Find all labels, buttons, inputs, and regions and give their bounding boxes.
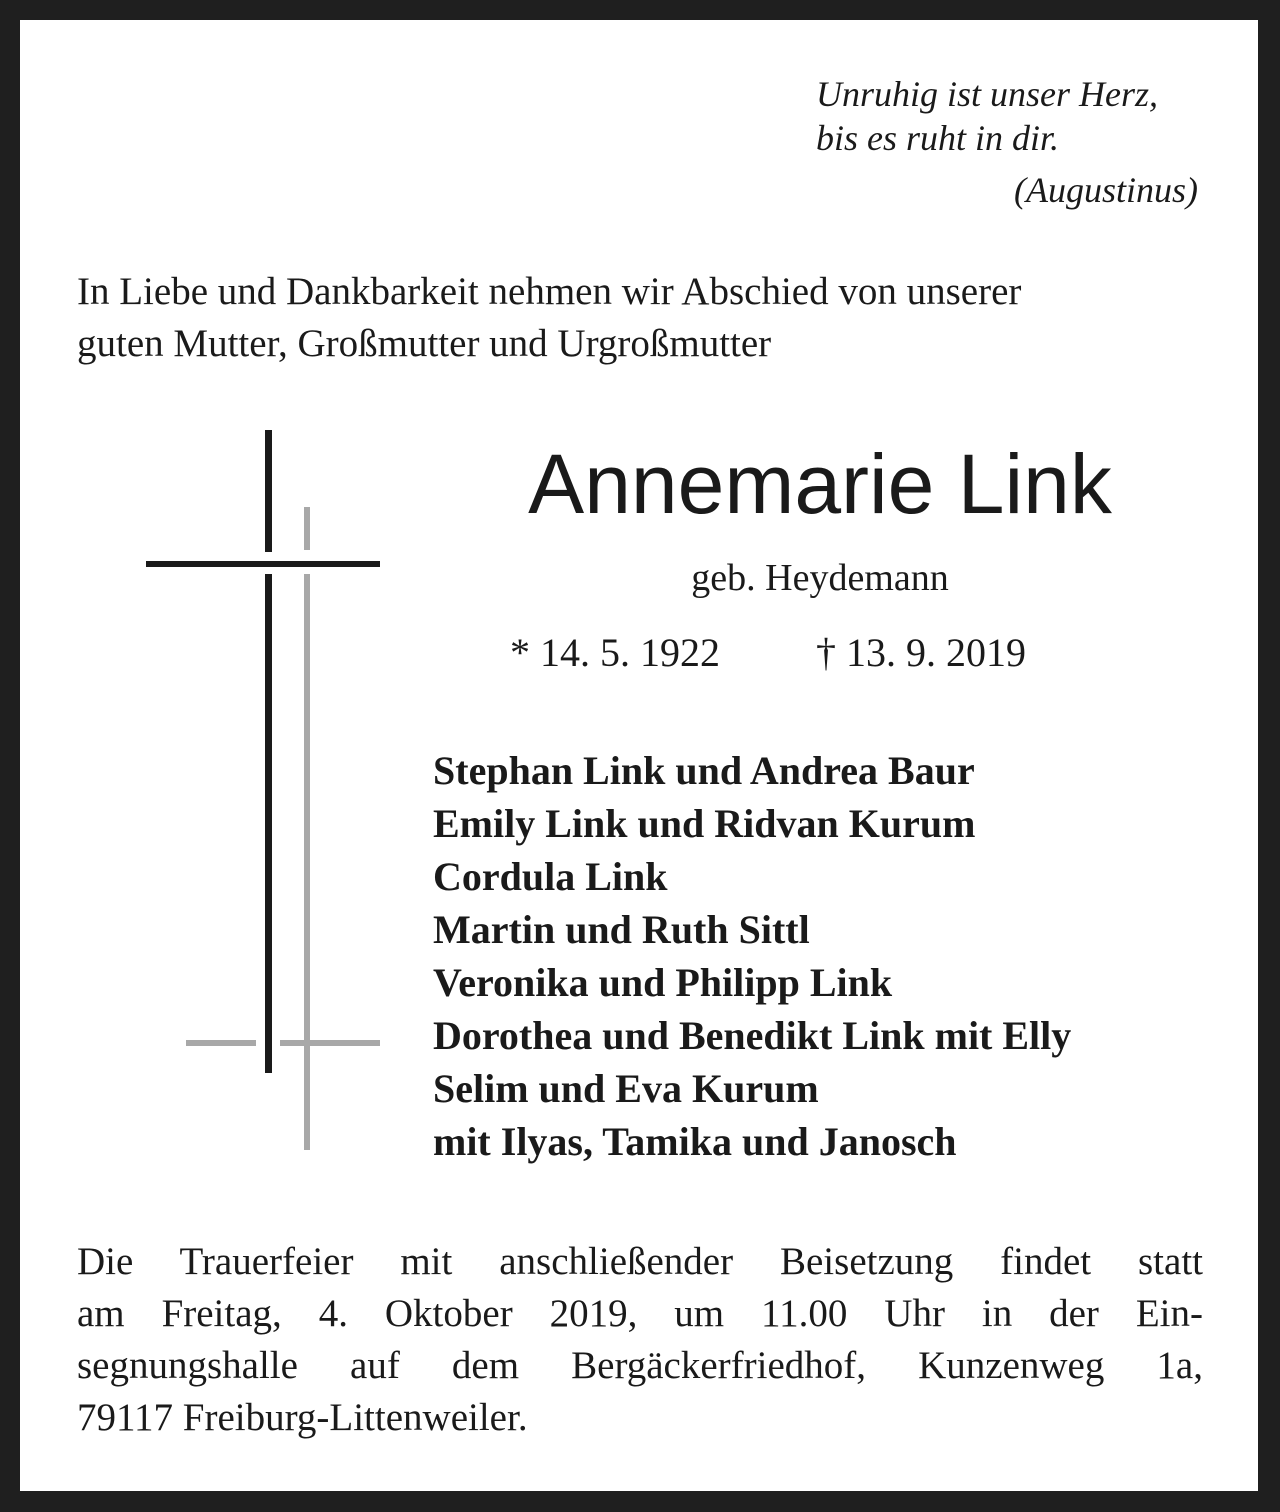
- service-line-3: segnungshalle auf dem Bergäckerfriedhof, Kunzenweg 1a,: [77, 1344, 1203, 1387]
- family-member: Selim und Eva Kurum: [433, 1066, 819, 1111]
- birth-date: * 14. 5. 1922: [510, 630, 720, 675]
- quote: [816, 72, 1158, 160]
- service-line-1: Die Trauerfeier mit anschließender Beisetzung findet statt: [77, 1240, 1203, 1283]
- intro-text: [77, 266, 1203, 370]
- family-member: Emily Link und Ridvan Kurum: [433, 801, 976, 846]
- family-member: Stephan Link und Andrea Baur: [433, 748, 975, 793]
- maiden-name: geb. Heydemann: [691, 557, 949, 599]
- death-date: † 13. 9. 2019: [816, 630, 1026, 675]
- service-info: [77, 1236, 1203, 1444]
- family-member: Veronika und Philipp Link: [433, 960, 893, 1005]
- service-line-4: 79117 Freiburg-Littenweiler.: [77, 1396, 528, 1439]
- double-cross-icon: [80, 430, 380, 1160]
- family-member: Dorothea und Benedikt Link mit Elly: [433, 1013, 1072, 1058]
- quote-author: (Augustinus): [1014, 170, 1198, 210]
- cross-dark-horizontal: [146, 561, 380, 567]
- life-dates: [510, 628, 1026, 678]
- intro-line-1: In Liebe und Dankbarkeit nehmen wir Abschied von unserer: [77, 270, 1022, 313]
- family-list: [433, 744, 1071, 1168]
- family-member: Martin und Ruth Sittl: [433, 907, 810, 952]
- deceased-name: Annemarie Link: [528, 437, 1112, 531]
- family-member: Cordula Link: [433, 854, 668, 899]
- cross-light-horizontal: [186, 1040, 380, 1046]
- cross-light-vertical: [304, 507, 310, 1150]
- service-line-2: am Freitag, 4. Oktober 2019, um 11.00 Uhr in der Ein-: [77, 1292, 1203, 1335]
- family-member: mit Ilyas, Tamika und Janosch: [433, 1119, 957, 1164]
- intro-line-2: guten Mutter, Großmutter und Urgroßmutter: [77, 322, 772, 365]
- obituary-notice: [20, 20, 1258, 1491]
- quote-line-1: Unruhig ist unser Herz,: [816, 74, 1159, 114]
- quote-line-2: bis es ruht in dir.: [816, 118, 1060, 158]
